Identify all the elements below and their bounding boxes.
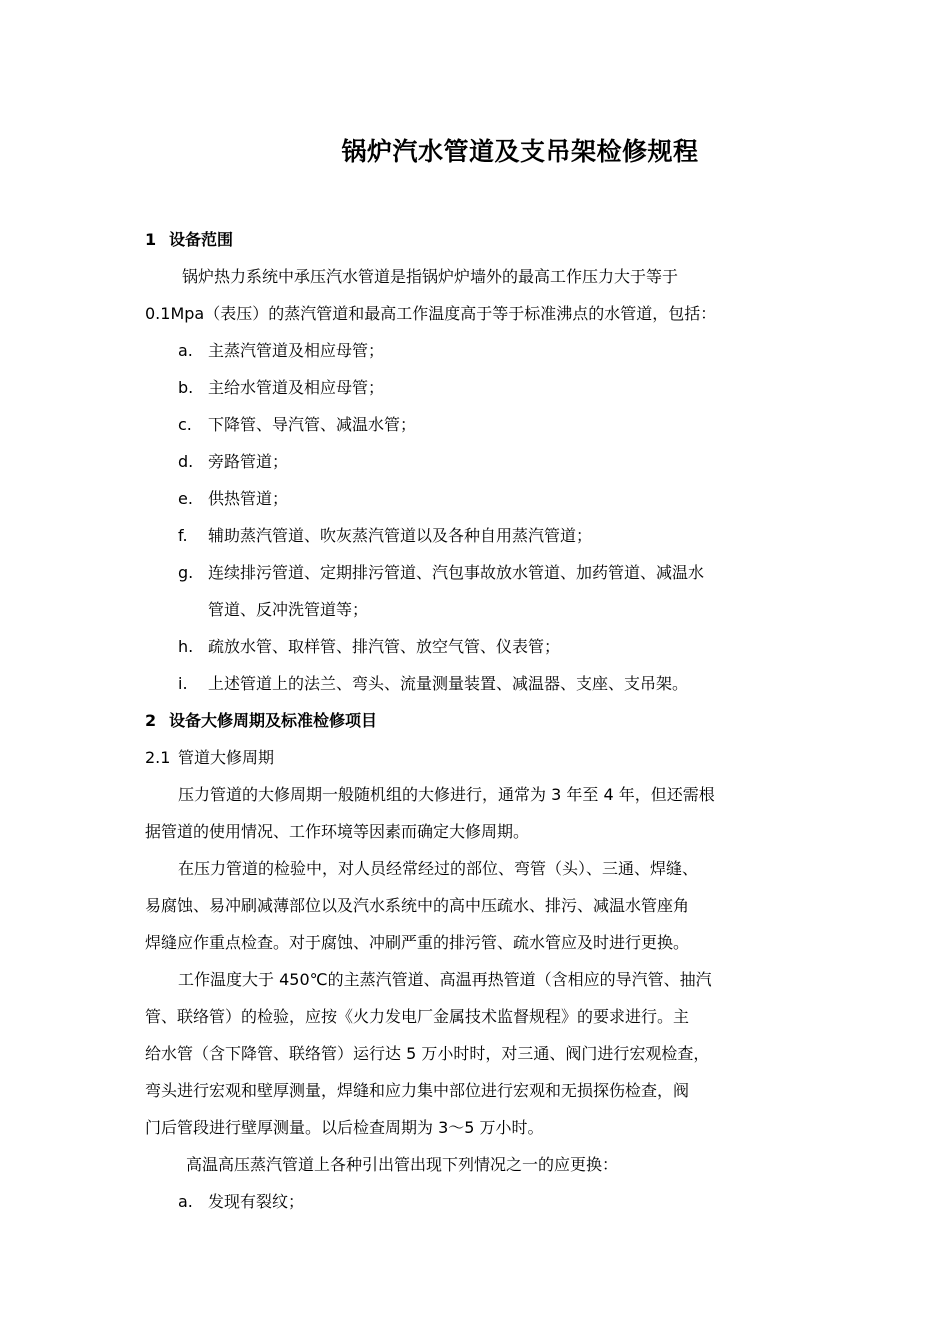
list-item-marker: g. — [178, 563, 194, 582]
list-item: 辅助蒸汽管道、吹灰蒸汽管道以及各种自用蒸汽管道； — [208, 526, 593, 545]
paragraph-3-line-1: 工作温度大于 450℃的主蒸汽管道、高温再热管道（含相应的导汽管、抽汽 — [178, 970, 712, 989]
paragraph-2-line-3: 焊缝应作重点检查。对于腐蚀、冲刷严重的排污管、疏水管应及时进行更换。 — [145, 933, 690, 952]
list-item-marker: e. — [178, 489, 193, 508]
section-2-title: 设备大修周期及标准检修项目 — [169, 711, 378, 730]
list-item: 主给水管道及相应母管； — [208, 378, 385, 397]
list-item-marker: h. — [178, 637, 194, 656]
list-item-marker: a. — [178, 1192, 193, 1211]
paragraph-2-line-2: 易腐蚀、易冲刷减薄部位以及汽水系统中的高中压疏水、排污、减温水管座角 — [145, 896, 690, 915]
list-item-marker: i. — [178, 674, 188, 693]
paragraph-3-line-5: 门后管段进行壁厚测量。以后检查周期为 3～5 万小时。 — [145, 1118, 544, 1137]
paragraph-3-line-3: 给水管（含下降管、联络管）运行达 5 万小时时，对三通、阀门进行宏观检查， — [145, 1044, 710, 1063]
section-1-intro-line-2: 0.1Mpa（表压）的蒸汽管道和最高工作温度高于等于标准沸点的水管道，包括： — [145, 304, 717, 323]
section-1-title: 设备范围 — [169, 230, 234, 249]
list-item-continuation: 管道、反冲洗管道等； — [208, 600, 369, 619]
paragraph-1-line-2: 据管道的使用情况、工作环境等因素而确定大修周期。 — [145, 822, 530, 841]
list-item: 上述管道上的法兰、弯头、流量测量装置、减温器、支座、支吊架。 — [208, 674, 689, 693]
section-2-number: 2 — [145, 711, 157, 730]
list-item: 发现有裂纹； — [208, 1192, 305, 1211]
subsection-2-1-title: 管道大修周期 — [178, 748, 275, 767]
list-item-marker: c. — [178, 415, 192, 434]
section-2-heading — [145, 709, 377, 733]
subsection-2-1-heading — [145, 746, 274, 770]
paragraph-2-line-1: 在压力管道的检验中，对人员经常经过的部位、弯管（头）、三通、焊缝、 — [178, 859, 699, 878]
list-item: 供热管道； — [208, 489, 289, 508]
paragraph-1-line-1: 压力管道的大修周期一般随机组的大修进行，通常为 3 年至 4 年，但还需根 — [178, 785, 715, 804]
list-item-marker: f. — [178, 526, 188, 545]
list-item: 下降管、导汽管、减温水管； — [208, 415, 417, 434]
paragraph-3-line-2: 管、联络管）的检验，应按《火力发电厂金属技术监督规程》的要求进行。主 — [145, 1007, 690, 1026]
section-1-intro-line-1: 锅炉热力系统中承压汽水管道是指锅炉炉墙外的最高工作压力大于等于 — [182, 267, 679, 286]
list-item: 疏放水管、取样管、排汽管、放空气管、仪表管； — [208, 637, 561, 656]
paragraph-4-line-1: 高温高压蒸汽管道上各种引出管出现下列情况之一的应更换： — [186, 1155, 619, 1174]
subsection-2-1-number: 2.1 — [145, 748, 171, 767]
section-1-heading — [145, 228, 233, 252]
list-item-marker: a. — [178, 341, 193, 360]
document-title: 锅炉汽水管道及支吊架检修规程 — [341, 137, 699, 166]
list-item: 连续排污管道、定期排污管道、汽包事故放水管道、加药管道、减温水 — [208, 563, 705, 582]
list-item-marker: b. — [178, 378, 194, 397]
list-item: 主蒸汽管道及相应母管； — [208, 341, 385, 360]
paragraph-3-line-4: 弯头进行宏观和壁厚测量，焊缝和应力集中部位进行宏观和无损探伤检查，阀 — [145, 1081, 690, 1100]
list-item: 旁路管道； — [208, 452, 289, 471]
list-item-marker: d. — [178, 452, 194, 471]
section-1-number: 1 — [145, 230, 157, 249]
